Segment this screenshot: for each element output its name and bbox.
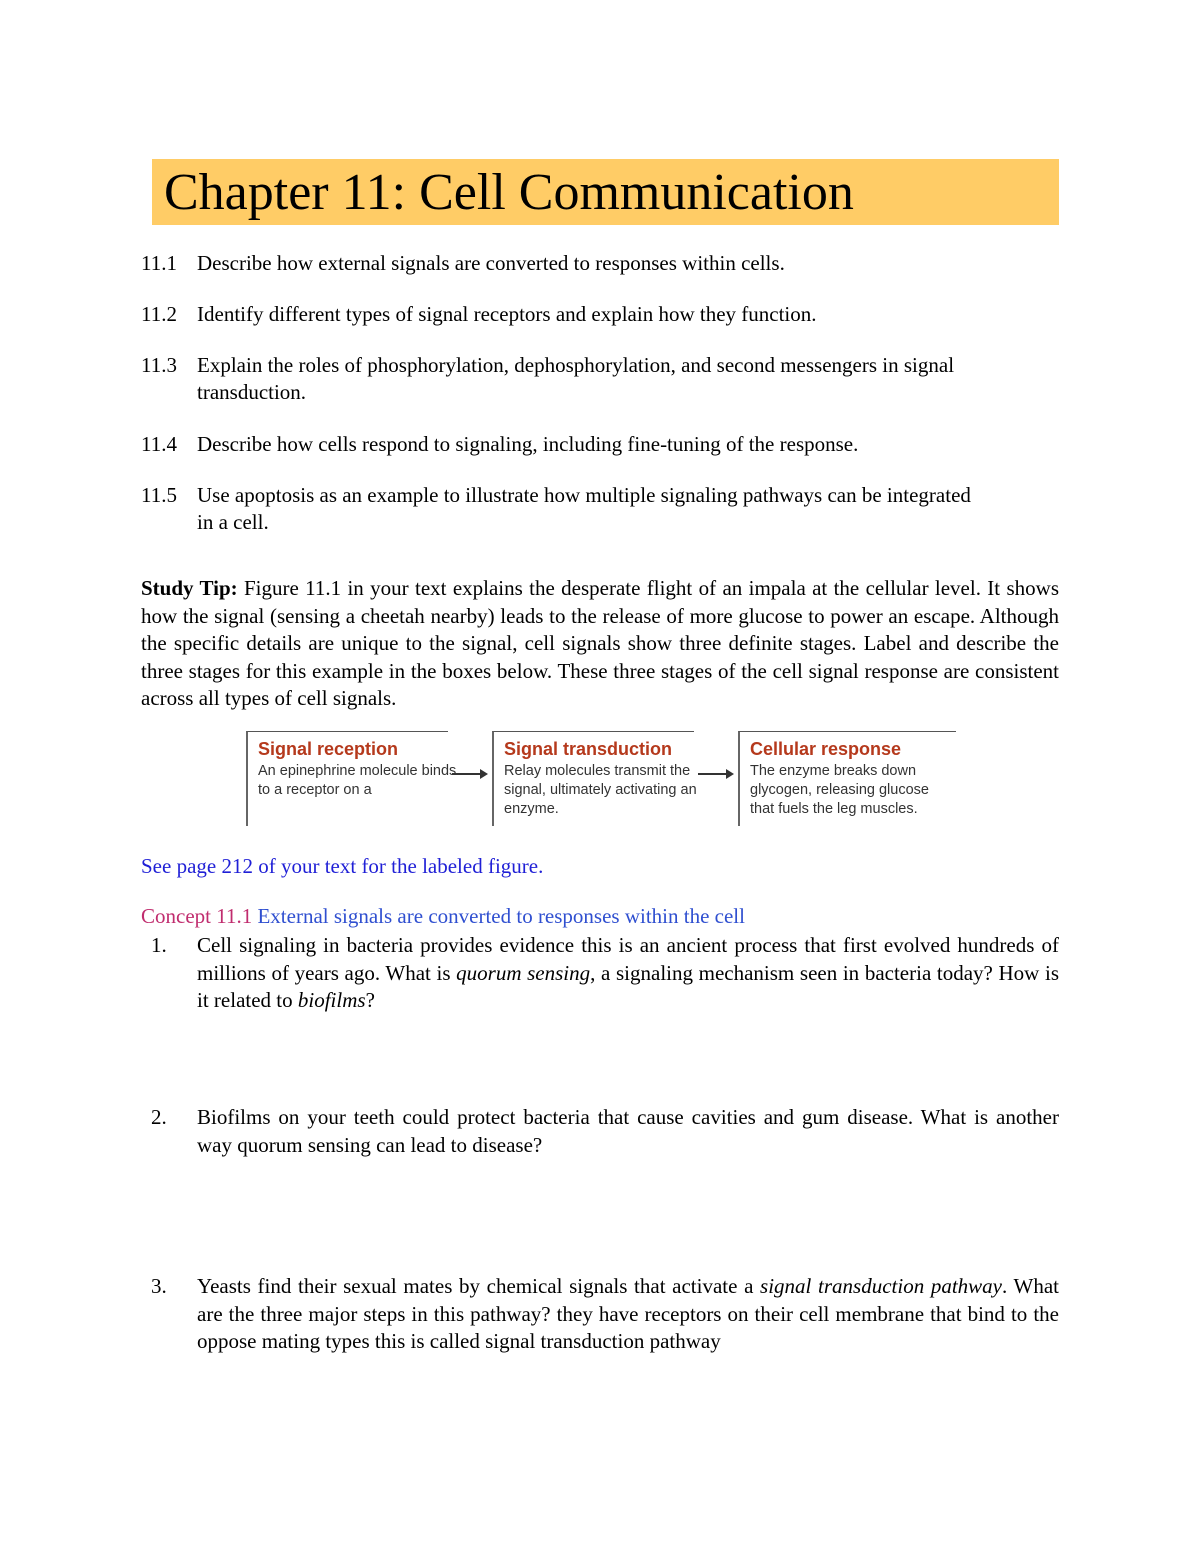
objective-number: 11.2: [141, 302, 177, 326]
question-number: 1.: [151, 933, 167, 957]
see-page-note: See page 212 of your text for the labeled figure.: [141, 854, 544, 878]
objective-number: 11.5: [141, 483, 177, 507]
stage-description: Relay molecules transmit the signal, ultimately activating an enzyme.: [504, 763, 697, 817]
stage-heading: Cellular response: [750, 739, 902, 759]
study-tip: [141, 575, 1059, 713]
stage-description: The enzyme breaks down glycogen, releasing glucose that fuels the leg muscles.: [750, 763, 929, 817]
objective-number: 11.3: [141, 353, 177, 377]
stage-box-response: [738, 731, 956, 826]
concept-number: Concept 11.1: [141, 904, 253, 928]
question-number: 3.: [151, 1274, 167, 1298]
concept-heading: [141, 903, 745, 930]
question-number: 2.: [151, 1105, 167, 1129]
arrow-right-icon: [452, 768, 488, 780]
chapter-title-banner: [152, 159, 1059, 225]
objective-number: 11.1: [141, 251, 177, 275]
question-text: Yeasts find their sexual mates by chemical signals that activate a signal transduction pathway. What are the three major steps in this pathway? they have receptors on their cell membrane that bind to the oppose mating types this is called signal transduction pathway: [197, 1274, 1059, 1353]
stage-heading: Signal reception: [258, 739, 399, 759]
stage-box-transduction: [492, 731, 697, 826]
stage-description: An epinephrine molecule binds to a receptor on a: [258, 763, 457, 798]
study-tip-text: Figure 11.1 in your text explains the desperate flight of an impala at the cellular level. It shows how the signal (sensing a cheetah nearby) leads to the release of more glucose to power an escape. Although the specific details are unique to the signal, cell signals show three definite stages. Label and describe the three stages for this example in the boxes below. These three stages of the cell signal response are consistent across all types of cell signals.: [141, 576, 1059, 710]
arrow-right-icon: [698, 768, 734, 780]
chapter-title: Chapter 11: Cell Communication: [164, 164, 854, 221]
objective-number: 11.4: [141, 432, 177, 456]
objective-text: Use apoptosis as an example to illustrate how multiple signaling pathways can be integrated in a cell.: [197, 483, 971, 534]
study-tip-label: Study Tip:: [141, 576, 238, 600]
objective-text: Describe how external signals are converted to responses within cells.: [197, 251, 785, 275]
question-text: Biofilms on your teeth could protect bacteria that cause cavities and gum disease. What is another way quorum sensing can lead to disease?: [197, 1105, 1059, 1157]
signal-stages-figure: [246, 731, 956, 827]
stage-box-reception: [246, 731, 457, 826]
objective-text: Describe how cells respond to signaling, including fine-tuning of the response.: [197, 432, 859, 456]
objective-text: Explain the roles of phosphorylation, dephosphorylation, and second messengers in signal transduction.: [197, 353, 955, 404]
question-text: Cell signaling in bacteria provides evidence this is an ancient process that first evolved hundreds of millions of years ago. What is quorum sensing, a signaling mechanism seen in bacteria today? How is it related to biofilms?: [197, 933, 1059, 1012]
concept-title: External signals are converted to responses within the cell: [252, 904, 745, 928]
objective-text: Identify different types of signal receptors and explain how they function.: [197, 302, 817, 326]
stage-heading: Signal transduction: [504, 739, 673, 759]
